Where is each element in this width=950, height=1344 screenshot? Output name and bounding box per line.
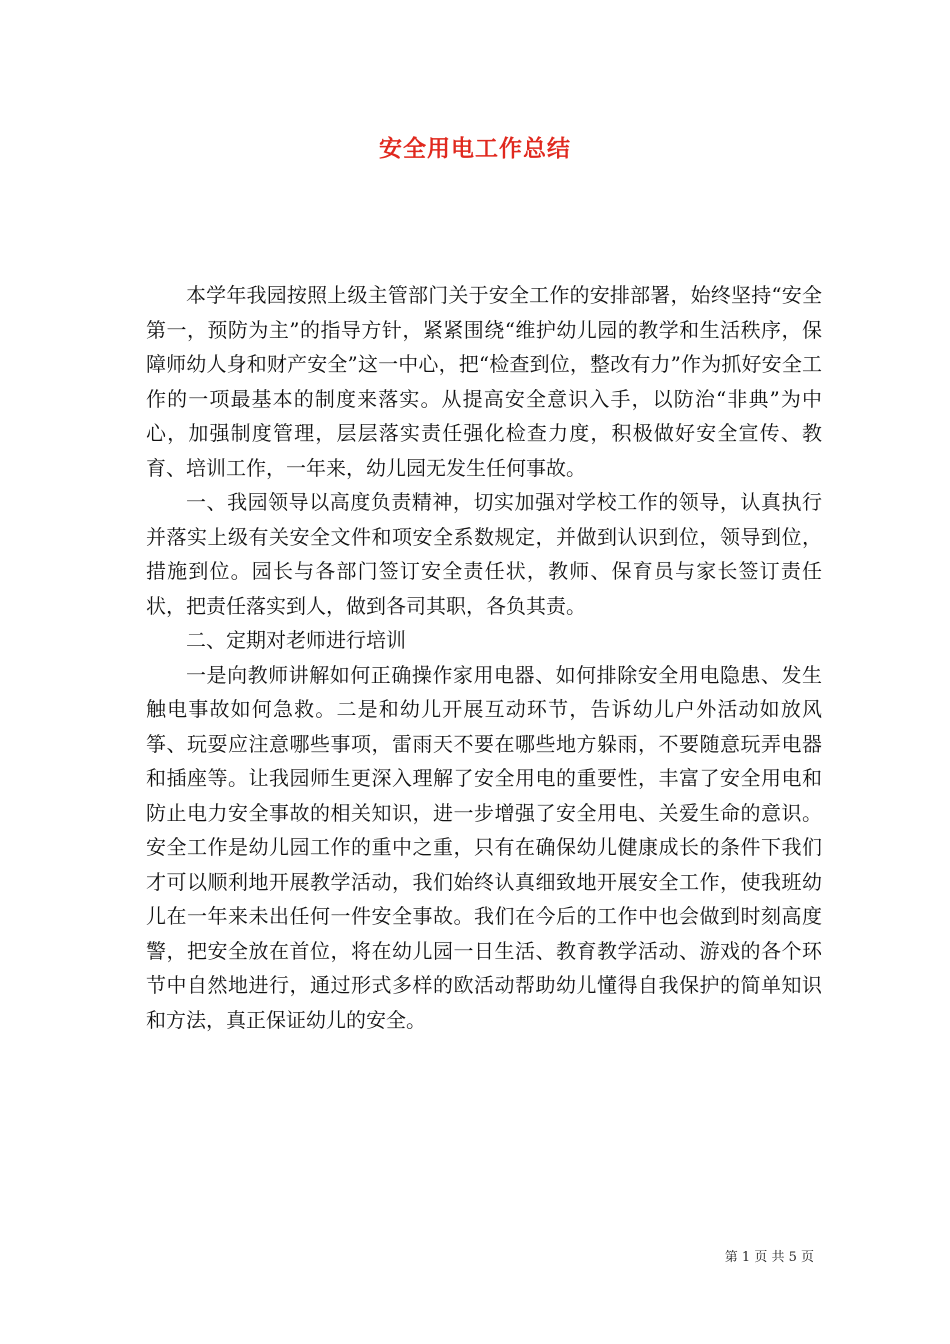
paragraph-section-1: 一、我园领导以高度负责精神，切实加强对学校工作的领导，认真执行并落实上级有关安全文件和项安全系数规定，并做到认识到位，领导到位，措施到位。园长与各部门签订安全责任状，教师、保育员与家长签订责任状，把责任落实到人，做到各司其职，各负其责。 bbox=[146, 490, 822, 618]
page-title: 安全用电工作总结 bbox=[379, 135, 571, 162]
paragraph-intro: 本学年我园按照上级主管部门关于安全工作的安排部署，始终坚持“安全第一，预防为主”的指导方针，紧紧围绕“维护幼儿园的教学和生活秩序，保障师幼人身和财产安全”这一中心，把“检查到位，整改有力”作为抓好安全工作的一项最基本的制度来落实。从提高安全意识入手，以防治“非典”为中心，加强制度管理，层层落实责任强化检查力度，积极做好安全宣传、教育、培训工作，一年来，幼儿园无发生任何事故。 bbox=[146, 283, 822, 480]
page-number-footer: 第 1 页 共 5 页 bbox=[724, 1250, 814, 1265]
document-body bbox=[146, 278, 822, 1037]
paragraph-section-2-body: 一是向教师讲解如何正确操作家用电器、如何排除安全用电隐患、发生触电事故如何急救。二是和幼儿开展互动环节，告诉幼儿户外活动如放风筝、玩耍应注意哪些事项，雷雨天不要在哪些地方躲雨，不要随意玩弄电器和插座等。让我园师生更深入理解了安全用电的重要性，丰富了安全用电和防止电力安全事故的相关知识，进一步增强了安全用电、关爱生命的意识。安全工作是幼儿园工作的重中之重，只有在确保幼儿健康成长的条件下我们才可以顺利地开展教学活动，我们始终认真细致地开展安全工作，使我班幼儿在一年来未出任何一件安全事故。我们在今后的工作中也会做到时刻高度警，把安全放在首位，将在幼儿园一日生活、教育教学活动、游戏的各个环节中自然地进行，通过形式多样的欧活动帮助幼儿懂得自我保护的简单知识和方法，真正保证幼儿的安全。 bbox=[146, 662, 822, 1032]
section-heading-2: 二、定期对老师进行培训 bbox=[186, 628, 406, 652]
